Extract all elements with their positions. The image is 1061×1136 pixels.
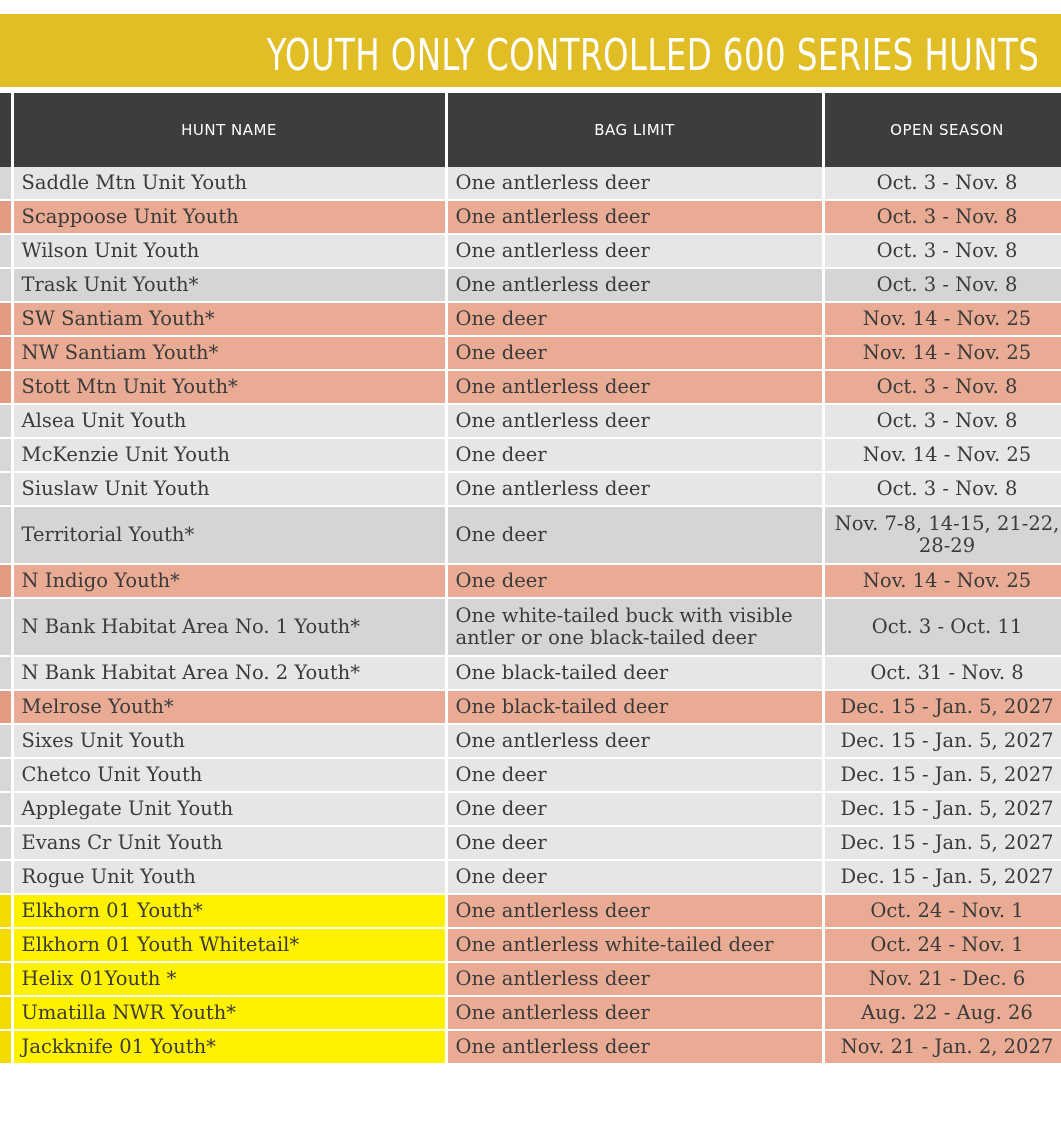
row-edge — [0, 792, 12, 826]
row-edge — [0, 234, 12, 268]
hunt-name-cell: SW Santiam Youth* — [12, 302, 446, 336]
open-season-cell: Dec. 15 - Jan. 5, 2027 — [823, 860, 1061, 894]
row-edge — [0, 404, 12, 438]
table-row — [0, 200, 1061, 234]
row-edge — [0, 472, 12, 506]
bag-limit-cell: One antlerless deer — [446, 404, 823, 438]
open-season-cell: Dec. 15 - Jan. 5, 2027 — [823, 724, 1061, 758]
hunt-name-cell: Rogue Unit Youth — [12, 860, 446, 894]
table-row — [0, 860, 1061, 894]
bag-limit-cell: One black-tailed deer — [446, 656, 823, 690]
bag-limit-cell: One antlerless deer — [446, 234, 823, 268]
table-row — [0, 472, 1061, 506]
table-row — [0, 894, 1061, 928]
open-season-cell: Oct. 3 - Nov. 8 — [823, 472, 1061, 506]
bag-limit-cell: One deer — [446, 506, 823, 564]
open-season-cell: Oct. 3 - Nov. 8 — [823, 404, 1061, 438]
bag-limit-cell: One antlerless deer — [446, 167, 823, 200]
bag-limit-cell: One deer — [446, 438, 823, 472]
row-edge — [0, 928, 12, 962]
open-season-cell: Nov. 14 - Nov. 25 — [823, 302, 1061, 336]
hunt-name-cell: Wilson Unit Youth — [12, 234, 446, 268]
bag-limit-cell: One antlerless deer — [446, 1030, 823, 1064]
table-body — [0, 167, 1061, 1064]
hunt-name-cell: Siuslaw Unit Youth — [12, 472, 446, 506]
table-row — [0, 690, 1061, 724]
table-row — [0, 1030, 1061, 1064]
bag-limit-cell: One deer — [446, 302, 823, 336]
hunt-name-cell: Sixes Unit Youth — [12, 724, 446, 758]
hunt-name-cell: Territorial Youth* — [12, 506, 446, 564]
open-season-cell: Oct. 24 - Nov. 1 — [823, 894, 1061, 928]
open-season-cell: Nov. 14 - Nov. 25 — [823, 336, 1061, 370]
bag-limit-cell: One white-tailed buck with visible antler or one black-tailed deer — [446, 598, 823, 656]
table-row — [0, 404, 1061, 438]
header-edge — [0, 93, 12, 167]
row-edge — [0, 598, 12, 656]
open-season-cell: Aug. 22 - Aug. 26 — [823, 996, 1061, 1030]
table-row — [0, 302, 1061, 336]
open-season-cell: Oct. 24 - Nov. 1 — [823, 928, 1061, 962]
hunt-name-cell: Chetco Unit Youth — [12, 758, 446, 792]
hunt-name-cell: Umatilla NWR Youth* — [12, 996, 446, 1030]
row-edge — [0, 1030, 12, 1064]
hunt-name-cell: Helix 01Youth * — [12, 962, 446, 996]
open-season-cell: Oct. 3 - Nov. 8 — [823, 167, 1061, 200]
bag-limit-cell: One black-tailed deer — [446, 690, 823, 724]
bag-limit-cell: One antlerless white-tailed deer — [446, 928, 823, 962]
hunt-name-cell: Melrose Youth* — [12, 690, 446, 724]
open-season-cell: Oct. 3 - Oct. 11 — [823, 598, 1061, 656]
bag-limit-cell: One antlerless deer — [446, 472, 823, 506]
table-row — [0, 167, 1061, 200]
bag-limit-cell: One deer — [446, 792, 823, 826]
open-season-cell: Oct. 3 - Nov. 8 — [823, 268, 1061, 302]
hunt-name-cell: Scappoose Unit Youth — [12, 200, 446, 234]
row-edge — [0, 656, 12, 690]
open-season-cell: Nov. 14 - Nov. 25 — [823, 438, 1061, 472]
hunt-name-cell: NW Santiam Youth* — [12, 336, 446, 370]
bag-limit-cell: One antlerless deer — [446, 724, 823, 758]
row-edge — [0, 894, 12, 928]
bag-limit-cell: One antlerless deer — [446, 996, 823, 1030]
row-edge — [0, 690, 12, 724]
table-row — [0, 438, 1061, 472]
hunt-name-cell: Evans Cr Unit Youth — [12, 826, 446, 860]
hunt-name-cell: N Bank Habitat Area No. 1 Youth* — [12, 598, 446, 656]
table-row — [0, 962, 1061, 996]
open-season-cell: Nov. 21 - Dec. 6 — [823, 962, 1061, 996]
title-banner — [0, 0, 1061, 87]
row-edge — [0, 336, 12, 370]
open-season-cell: Oct. 3 - Nov. 8 — [823, 370, 1061, 404]
open-season-cell: Nov. 21 - Jan. 2, 2027 — [823, 1030, 1061, 1064]
row-edge — [0, 962, 12, 996]
hunt-name-cell: N Indigo Youth* — [12, 564, 446, 598]
open-season-cell: Dec. 15 - Jan. 5, 2027 — [823, 758, 1061, 792]
row-edge — [0, 438, 12, 472]
row-edge — [0, 200, 12, 234]
table-row — [0, 996, 1061, 1030]
hunt-name-cell: Stott Mtn Unit Youth* — [12, 370, 446, 404]
open-season-cell: Dec. 15 - Jan. 5, 2027 — [823, 826, 1061, 860]
row-edge — [0, 302, 12, 336]
row-edge — [0, 370, 12, 404]
open-season-cell: Oct. 3 - Nov. 8 — [823, 234, 1061, 268]
row-edge — [0, 167, 12, 200]
table-row — [0, 792, 1061, 826]
hunt-name-cell: Elkhorn 01 Youth Whitetail* — [12, 928, 446, 962]
bag-limit-cell: One deer — [446, 860, 823, 894]
table-row — [0, 336, 1061, 370]
bag-limit-cell: One deer — [446, 564, 823, 598]
open-season-cell: Oct. 31 - Nov. 8 — [823, 656, 1061, 690]
table-row — [0, 758, 1061, 792]
hunts-table — [0, 93, 1061, 1065]
bag-limit-cell: One antlerless deer — [446, 894, 823, 928]
hunt-name-cell: Trask Unit Youth* — [12, 268, 446, 302]
hunt-name-cell: Applegate Unit Youth — [12, 792, 446, 826]
table-row — [0, 564, 1061, 598]
row-edge — [0, 724, 12, 758]
row-edge — [0, 860, 12, 894]
row-edge — [0, 268, 12, 302]
header-hunt-name: HUNT NAME — [12, 93, 446, 167]
open-season-cell: Oct. 3 - Nov. 8 — [823, 200, 1061, 234]
hunt-name-cell: Saddle Mtn Unit Youth — [12, 167, 446, 200]
row-edge — [0, 564, 12, 598]
bag-limit-cell: One antlerless deer — [446, 370, 823, 404]
table-row — [0, 234, 1061, 268]
hunt-name-cell: N Bank Habitat Area No. 2 Youth* — [12, 656, 446, 690]
open-season-cell: Nov. 14 - Nov. 25 — [823, 564, 1061, 598]
table-row — [0, 826, 1061, 860]
table-row — [0, 656, 1061, 690]
table-row — [0, 370, 1061, 404]
header-bag-limit: BAG LIMIT — [446, 93, 823, 167]
row-edge — [0, 506, 12, 564]
header-row — [0, 93, 1061, 167]
bag-limit-cell: One deer — [446, 336, 823, 370]
bag-limit-cell: One antlerless deer — [446, 268, 823, 302]
table-row — [0, 506, 1061, 564]
open-season-cell: Dec. 15 - Jan. 5, 2027 — [823, 792, 1061, 826]
page-title: YOUTH ONLY CONTROLLED 600 SERIES HUNTS — [266, 30, 1039, 81]
table-row — [0, 724, 1061, 758]
table-row — [0, 268, 1061, 302]
hunt-name-cell: McKenzie Unit Youth — [12, 438, 446, 472]
header-open-season: OPEN SEASON — [823, 93, 1061, 167]
open-season-cell: Dec. 15 - Jan. 5, 2027 — [823, 690, 1061, 724]
hunt-name-cell: Elkhorn 01 Youth* — [12, 894, 446, 928]
row-edge — [0, 996, 12, 1030]
bag-limit-cell: One antlerless deer — [446, 200, 823, 234]
table-row — [0, 928, 1061, 962]
row-edge — [0, 758, 12, 792]
bag-limit-cell: One deer — [446, 826, 823, 860]
table-row — [0, 598, 1061, 656]
open-season-cell: Nov. 7-8, 14-15, 21-22, 28-29 — [823, 506, 1061, 564]
bag-limit-cell: One deer — [446, 758, 823, 792]
bag-limit-cell: One antlerless deer — [446, 962, 823, 996]
hunt-name-cell: Alsea Unit Youth — [12, 404, 446, 438]
row-edge — [0, 826, 12, 860]
hunt-name-cell: Jackknife 01 Youth* — [12, 1030, 446, 1064]
